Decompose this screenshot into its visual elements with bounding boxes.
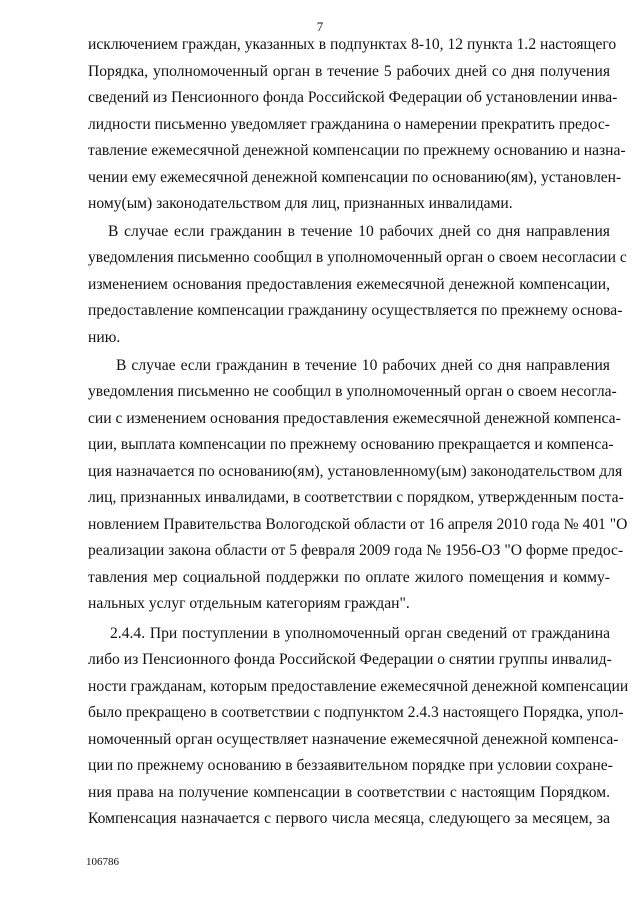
text-line: ния права на получение компенсации в соответствии с настоящим Порядком. (88, 784, 610, 801)
text-line: В случае если гражданин в течение 10 рабочих дней со дня направления (116, 357, 610, 374)
text-line: реализации закона области от 5 февраля 2009 года № 1956-ОЗ "О форме предос- (88, 542, 624, 559)
text-line: тавление ежемесячной денежной компенсации по прежнему основанию и назна- (88, 142, 626, 159)
text-line: уведомления письменно сообщил в уполномоченный орган о своем несогласии с (88, 249, 627, 266)
text-line: номоченный орган осуществляет назначение ежемесячной денежной компенса- (88, 731, 619, 748)
text-line: нию. (88, 329, 121, 346)
text-line: уведомления письменно не сообщил в уполномоченный орган о своем несогла- (88, 383, 617, 400)
text-line: ции, выплата компенсации по прежнему основанию прекращается и компенса- (88, 436, 614, 453)
text-line: ному(ым) законодательством для лиц, признанных инвалидами. (88, 195, 513, 212)
text-line: исключением граждан, указанных в подпунктах 8-10, 12 пункта 1.2 настоящего (88, 36, 617, 53)
text-line: нальных услуг отдельным категориям граждан". (88, 595, 410, 612)
document-code: 106786 (86, 856, 119, 868)
text-line: сведений из Пенсионного фонда Российской Федерации об установлении инва- (88, 89, 618, 106)
text-line: ция назначается по основанию(ям), установленному(ым) законодательством для (88, 463, 623, 480)
text-line: В случае если гражданин в течение 10 рабочих дней со дня направления (108, 223, 610, 240)
text-line: чении ему ежемесячной денежной компенсации по основанию(ям), установлен- (88, 169, 622, 186)
text-line: было прекращено в соответствии с подпунктом 2.4.3 настоящего Порядка, упол- (88, 704, 624, 721)
text-line: 2.4.4. При поступлении в уполномоченный орган сведений от гражданина (110, 625, 610, 642)
text-line: новлением Правительства Вологодской области от 16 апреля 2010 года № 401 "О (88, 516, 628, 533)
text-line: Порядка, уполномоченный орган в течение 5 рабочих дней со дня получения (88, 63, 610, 80)
text-line: ции по прежнему основанию в беззаявительном порядке при условии сохране- (88, 757, 613, 774)
text-line: лидности письменно уведомляет гражданина о намерении прекратить предос- (88, 116, 610, 133)
text-line: предоставление компенсации гражданину осуществляется по прежнему основа- (88, 302, 623, 319)
text-line: Компенсация назначается с первого числа месяца, следующего за месяцем, за (88, 810, 610, 827)
text-line: либо из Пенсионного фонда Российской Федерации о снятии группы инвалид- (88, 651, 612, 668)
text-line: изменением основания предоставления ежемесячной денежной компенсации, (88, 276, 610, 293)
text-line: ности гражданам, которым предоставление ежемесячной денежной компенсации (88, 678, 629, 695)
text-line: лиц, признанных инвалидами, в соответствии с порядком, утвержденным поста- (88, 489, 624, 506)
page-number: 7 (316, 19, 324, 34)
text-line: тавления мер социальной поддержки по оплате жилого помещения и комму- (88, 569, 610, 586)
text-line: сии с изменением основания предоставления ежемесячной денежной компенса- (88, 410, 621, 427)
